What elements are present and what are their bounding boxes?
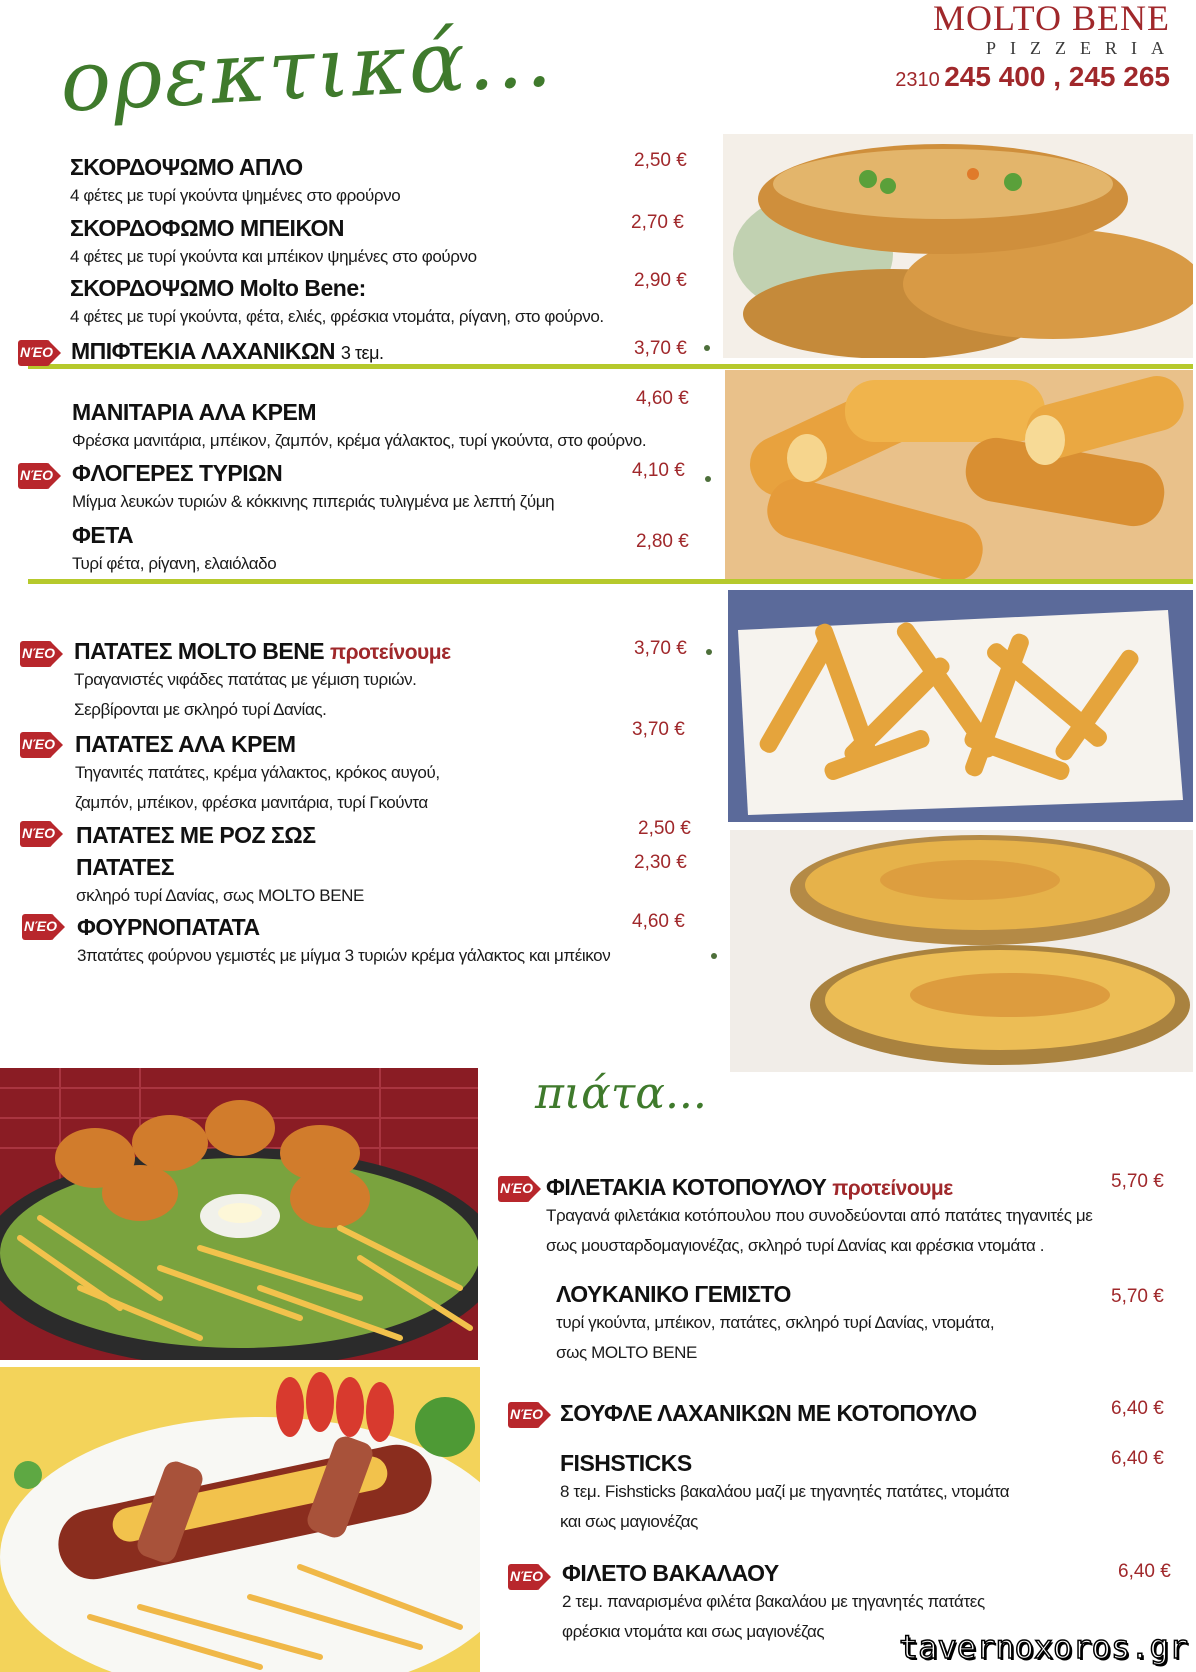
item-name	[71, 338, 383, 365]
item-name: ΦΟΥΡΝΟΠΑΤΑΤΑ	[77, 914, 260, 940]
item-description: Τυρί φέτα, ρίγανη, ελαιόλαδο	[72, 554, 277, 573]
photo-veggie-patties	[723, 134, 1193, 358]
new-badge-label: ΝΈΟ	[510, 1568, 543, 1584]
item-description: ζαμπόν, μπέικον, φρέσκα μανιτάρια, τυρί Γκούντα	[75, 793, 428, 812]
menu-item	[70, 275, 604, 332]
brand-name: MOLTO BENE	[932, 0, 1170, 38]
item-name: FISHSTICKS	[560, 1450, 692, 1476]
menu-item	[74, 638, 451, 725]
baked-potatoes-image	[730, 830, 1193, 1072]
item-name: ΣΚΟΡΔΟΨΩΜΟ Molto Bene:	[70, 275, 366, 301]
item-price: 2,30 €	[634, 852, 687, 873]
photo-chicken-fillets	[0, 1068, 478, 1360]
new-badge	[498, 1176, 542, 1202]
item-price: 2,50 €	[634, 150, 687, 171]
new-badge-label: ΝΈΟ	[22, 645, 55, 661]
menu-item	[560, 1400, 977, 1427]
item-description: Μίγμα λευκών τυριών & κόκκινης πιπεριάς τυλιγμένα με λεπτή ζύμη	[72, 492, 555, 511]
item-price: 6,40 €	[1111, 1398, 1164, 1419]
bullet-dot	[704, 345, 710, 351]
item-price: 2,70 €	[631, 212, 684, 233]
item-name: ΣΚΟΡΔΟΦΩΜΟ ΜΠΕΙΚΟΝ	[70, 215, 344, 241]
item-name: ΠΑΤΑΤΕΣ ΑΛΑ ΚΡΕΜ	[75, 731, 296, 757]
brand-block	[895, 0, 1178, 93]
item-name: ΦΙΛΕΤΟ ΒΑΚΑΛΑΟΥ	[562, 1560, 779, 1586]
item-name: ΣΚΟΡΔΟΨΩΜΟ ΑΠΛΟ	[70, 154, 303, 180]
brand-subtitle: PIZZERIA	[986, 38, 1178, 58]
item-price: 6,40 €	[1111, 1448, 1164, 1469]
item-description: σως MOLTO BENE	[556, 1343, 697, 1362]
item-name: ΦΕΤΑ	[72, 522, 134, 548]
item-price: 3,70 €	[632, 719, 685, 740]
section-divider	[28, 579, 1193, 584]
new-badge-label: ΝΈΟ	[510, 1406, 543, 1422]
item-price: 4,60 €	[632, 911, 685, 932]
item-name-text: ΠΑΤΑΤΕΣ MOLTO BENE	[74, 638, 325, 664]
item-price: 6,40 €	[1118, 1561, 1171, 1582]
item-description: 3πατάτες φούρνου γεμιστές με μίγμα 3 τυριών κρέμα γάλακτος και μπέικον	[77, 946, 611, 965]
chicken-fillets-image	[0, 1068, 478, 1360]
item-name-text: ΦΙΛΕΤΑΚΙΑ ΚΟΤΟΠΟΥΛΟΥ	[546, 1174, 827, 1200]
item-name: ΣΟΥΦΛΕ ΛΑΧΑΝΙΚΩΝ ΜΕ ΚΟΤΟΠΟΥΛΟ	[560, 1400, 977, 1426]
item-description: 4 φέτες με τυρί γκούντα ψημένες στο φρούρνο	[70, 186, 401, 205]
new-badge	[508, 1402, 552, 1428]
item-name: ΛΟΥΚΑΝΙΚΟ ΓΕΜΙΣΤΟ	[556, 1281, 791, 1307]
menu-item	[72, 522, 276, 579]
item-price: 5,70 €	[1111, 1286, 1164, 1307]
menu-item	[76, 822, 316, 849]
website-watermark: tavernoxoros.gr	[899, 1628, 1188, 1666]
menu-item	[72, 460, 554, 517]
new-badge-label: ΝΈΟ	[24, 918, 57, 934]
item-description: σως μουσταρδομαγιονέζας, σκληρό τυρί Δανίας και φρέσκια ντομάτα .	[546, 1236, 1045, 1255]
item-name: ΜΑΝΙΤΑΡΙΑ ΑΛΑ ΚΡΕΜ	[72, 399, 316, 425]
item-name: ΠΑΤΑΤΕΣ ΜΕ ΡΟΖ ΣΩΣ	[76, 822, 316, 848]
stuffed-sausage-image	[0, 1367, 480, 1672]
new-badge	[18, 340, 62, 366]
item-description: 4 φέτες με τυρί γκούντα και μπέικον ψημένες στο φούρνο	[70, 247, 477, 266]
cheese-rolls-image	[725, 370, 1193, 582]
phone-area-code: 2310	[895, 69, 940, 91]
item-price: 2,90 €	[634, 270, 687, 291]
item-name	[74, 638, 451, 665]
phone-numbers	[895, 61, 1170, 93]
veggie-patties-image	[723, 134, 1193, 358]
item-price: 4,10 €	[632, 460, 685, 481]
item-quantity: 3 τεμ.	[340, 343, 384, 363]
item-description: Σερβίρονται με σκληρό τυρί Δανίας.	[74, 700, 327, 719]
bullet-dot	[711, 953, 717, 959]
menu-item	[72, 399, 646, 456]
item-price: 4,60 €	[636, 388, 689, 409]
item-description: 2 τεμ. παναρισμένα φιλέτα βακαλάου με τηγανητές πατάτες	[562, 1592, 985, 1611]
menu-item	[70, 215, 477, 272]
photo-baked-potatoes	[730, 830, 1193, 1072]
phone-number: 245 400 , 245 265	[944, 61, 1170, 92]
item-description: 8 τεμ. Fishsticks βακαλάου μαζί με τηγανητές πατάτες, ντομάτα	[560, 1482, 1010, 1501]
new-badge-label: ΝΈΟ	[22, 825, 55, 841]
item-description: και σως μαγιονέζας	[560, 1512, 698, 1531]
item-name: ΠΑΤΑΤΕΣ	[76, 854, 175, 880]
new-badge	[20, 732, 64, 758]
new-badge-label: ΝΈΟ	[22, 736, 55, 752]
item-description: σκληρό τυρί Δανίας, σως MOLTO BENE	[76, 886, 364, 905]
item-price: 2,80 €	[636, 531, 689, 552]
menu-item	[70, 154, 400, 211]
item-price: 3,70 €	[634, 338, 687, 359]
item-description: Τραγανιστές νιφάδες πατάτας με γέμιση τυριών.	[74, 670, 417, 689]
menu-item	[76, 854, 364, 911]
new-badge-label: ΝΈΟ	[20, 344, 53, 360]
menu-item	[546, 1174, 1092, 1261]
new-badge	[20, 641, 64, 667]
stuffed-fries-image	[728, 590, 1193, 822]
item-description: 4 φέτες με τυρί γκούντα, φέτα, ελιές, φρέσκια ντομάτα, ρίγανη, στο φούρνο.	[70, 307, 604, 326]
new-badge	[20, 821, 64, 847]
item-name	[546, 1174, 1092, 1201]
item-price: 3,70 €	[634, 638, 687, 659]
item-description: Τηγανιτές πατάτες, κρέμα γάλακτος, κρόκος αυγού,	[75, 763, 440, 782]
menu-item	[556, 1281, 994, 1368]
recommended-tag: προτείνουμε	[832, 1177, 953, 1200]
item-price: 2,50 €	[638, 818, 691, 839]
new-badge-label: ΝΈΟ	[500, 1180, 533, 1196]
menu-item	[77, 914, 610, 971]
item-description: Φρέσκα μανιτάρια, μπέικον, ζαμπόν, κρέμα γάλακτος, τυρί γκούντα, στο φούρνο.	[72, 431, 647, 450]
item-description: τυρί γκούντα, μπέικον, πατάτες, σκληρό τυρί Δανίας, ντομάτα,	[556, 1313, 995, 1332]
item-price: 5,70 €	[1111, 1171, 1164, 1192]
bullet-dot	[706, 649, 712, 655]
section-title-plates: πιάτα...	[535, 1068, 707, 1119]
section-title-appetizers: ορεκτικά...	[57, 7, 556, 131]
recommended-tag: προτείνουμε	[330, 641, 451, 664]
new-badge	[508, 1564, 552, 1590]
item-name: ΦΛΟΓΕΡΕΣ ΤΥΡΙΩΝ	[72, 460, 283, 486]
new-badge-label: ΝΈΟ	[20, 467, 53, 483]
menu-item	[75, 731, 440, 818]
item-description: Τραγανά φιλετάκια κοτόπουλου που συνοδεύονται από πατάτες τηγανιτές με	[546, 1206, 1093, 1225]
menu-item	[71, 338, 383, 365]
photo-cheese-rolls	[725, 370, 1193, 582]
item-name-text: ΜΠΙΦΤΕΚΙΑ ΛΑΧΑΝΙΚΩΝ	[71, 338, 336, 364]
photo-stuffed-fries	[728, 590, 1193, 822]
new-badge	[18, 463, 62, 489]
menu-item	[560, 1450, 1009, 1537]
bullet-dot	[705, 476, 711, 482]
photo-stuffed-sausage	[0, 1367, 480, 1672]
new-badge	[22, 914, 66, 940]
item-description: φρέσκια ντομάτα και σως μαγιονέζας	[562, 1622, 825, 1641]
